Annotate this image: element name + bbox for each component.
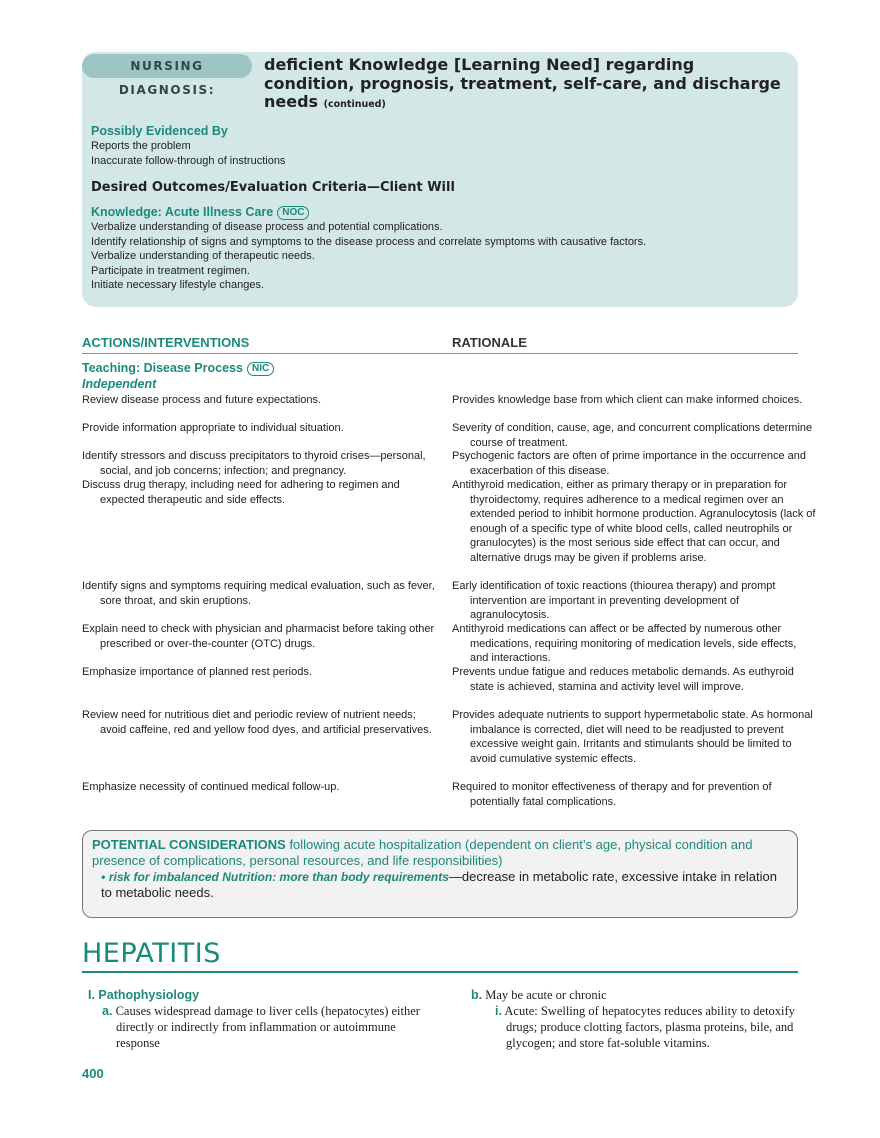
page-number: 400: [82, 1066, 104, 1081]
action-item: Provide information appropriate to individual situation.: [82, 422, 344, 434]
action-item: Identify stressors and discuss precipitators to thyroid crises—personal, social, and job concerns; infection; and pregnancy.: [82, 450, 426, 477]
column-divider: [82, 353, 798, 354]
rationale-item: Severity of condition, cause, age, and concurrent complications determine course of treatment.: [452, 422, 813, 449]
hepatitis-left-column: [88, 987, 423, 1051]
knowledge-item: Participate in treatment regimen.: [91, 264, 250, 277]
rationale-item: Provides adequate nutrients to support hypermetabolic state. As hormonal imbalance is corrected, diet will need to be readjusted to prevent excessive weight gain. Irritants and stimulants should be limited to avoid cumulative systemic effects.: [452, 709, 813, 765]
rationale-item: Required to monitor effectiveness of therapy and for prevention of potentially fatal complications.: [452, 781, 772, 808]
knowledge-item: Identify relationship of signs and symptoms to the disease process and correlate symptoms with causative factors.: [91, 235, 647, 248]
hepatitis-rule: [82, 971, 798, 973]
evidenced-item: Reports the problem: [91, 140, 191, 152]
point-a-label: a.: [102, 1004, 113, 1018]
knowledge-item: Verbalize understanding of disease process and potential complications.: [91, 221, 443, 233]
teaching-heading: Teaching: Disease Process: [82, 361, 243, 375]
knowledge-heading-line: [91, 205, 646, 220]
considerations-heading: POTENTIAL CONSIDERATIONS: [92, 837, 286, 852]
evidenced-heading: Possibly Evidenced By: [91, 124, 228, 138]
knowledge-item: Verbalize understanding of therapeutic needs.: [91, 250, 315, 262]
rationale-item: Prevents undue fatigue and reduces metabolic demands. As euthyroid state is achieved, stamina and activity level will improve.: [452, 666, 794, 693]
considerations-item: [92, 869, 787, 901]
knowledge-section: [91, 205, 646, 293]
diagnosis-title-text: deficient Knowledge [Learning Need] regarding condition, prognosis, treatment, self-care, and discharge needs: [264, 55, 781, 111]
bullet: •: [101, 870, 106, 884]
point-b: [471, 987, 801, 1003]
rationale-item: Antithyroid medications can affect or be affected by numerous other medications, requiring monitoring of medication levels, side effects, and interactions.: [452, 623, 797, 664]
desired-outcomes-heading: Desired Outcomes/Evaluation Criteria—Client Will: [91, 180, 455, 195]
rationale-item: Antithyroid medication, either as primary therapy or in preparation for thyroidectomy, requires adherence to a medical regimen over an extended period to inhibit hormone production. Agranulocytosis (lack of enough of a specific type of white blood cells, called neutrophils or granulocytes) is the most serious side effect that can occur, and alternative drugs may be given if problems arise.: [452, 479, 816, 564]
continued-label: (continued): [323, 99, 386, 110]
rationale-item: Psychogenic factors are often of prime importance in the occurrence and exacerbation of this disease.: [452, 450, 807, 477]
point-i: [471, 1003, 801, 1051]
action-item: Identify signs and symptoms requiring medical evaluation, such as fever, sore throat, and skin eruptions.: [82, 580, 435, 607]
actions-heading: ACTIONS/INTERVENTIONS: [82, 335, 250, 350]
independent-label: Independent: [82, 377, 157, 391]
rationale-item: Early identification of toxic reactions (thiourea therapy) and prompt intervention are important in preventing development of agranulocytosis.: [452, 580, 776, 621]
action-item: Emphasize importance of planned rest periods.: [82, 666, 312, 678]
diagnosis-title: [264, 56, 784, 115]
point-a: [88, 1003, 423, 1051]
teaching-heading-line: [82, 361, 274, 376]
considerations-intro: [92, 837, 787, 869]
action-item: Review disease process and future expectations.: [82, 394, 322, 406]
evidenced-item: Inaccurate follow-through of instructions: [91, 154, 286, 167]
point-b-label: b.: [471, 988, 483, 1002]
action-item: Review need for nutritious diet and periodic review of nutrient needs; avoid caffeine, red and yellow food dyes, and artificial preservatives.: [82, 709, 432, 736]
knowledge-item: Initiate necessary lifestyle changes.: [91, 279, 265, 291]
potential-considerations-box: [82, 830, 798, 918]
considerations-subheading: following acute hospitalization (dependent on client’s age, physical condition and presence of complications, personal resources, and life responsibilities): [92, 837, 753, 868]
nic-badge: NIC: [247, 362, 274, 376]
rationale-item: Provides knowledge base from which client can make informed choices.: [452, 394, 803, 406]
rationale-heading: RATIONALE: [452, 335, 527, 350]
point-b-text: May be acute or chronic: [485, 988, 607, 1002]
evidenced-section: [91, 124, 285, 168]
considerations-text: —decrease in metabolic rate, excessive intake in relation to metabolic needs.: [101, 869, 777, 900]
considerations-diagnosis: risk for imbalanced Nutrition: more than body requirements: [108, 870, 449, 884]
point-a-text: Causes widespread damage to liver cells (hepatocytes) either directly or indirectly from inflammation or autoimmune response: [115, 1004, 420, 1050]
action-item: Emphasize necessity of continued medical follow-up.: [82, 781, 340, 793]
point-i-text: Acute: Swelling of hepatocytes reduces ability to detoxify drugs; produce clotting factors, plasma proteins, bile, and glycogen; and store fat-soluble vitamins.: [504, 1004, 795, 1050]
hepatitis-right-column: [471, 987, 801, 1051]
hepatitis-title: HEPATITIS: [82, 938, 221, 969]
pathophysiology-heading: I. Pathophysiology: [88, 988, 200, 1002]
nursing-diagnosis-badge: NURSING DIAGNOSIS:: [82, 54, 252, 78]
knowledge-heading: Knowledge: Acute Illness Care: [91, 205, 274, 219]
noc-badge: NOC: [277, 206, 309, 220]
action-item: Explain need to check with physician and pharmacist before taking other prescribed or over-the-counter (OTC) drugs.: [82, 623, 435, 650]
point-i-label: i.: [495, 1004, 502, 1018]
action-item: Discuss drug therapy, including need for adhering to regimen and expected therapeutic and side effects.: [82, 479, 400, 506]
